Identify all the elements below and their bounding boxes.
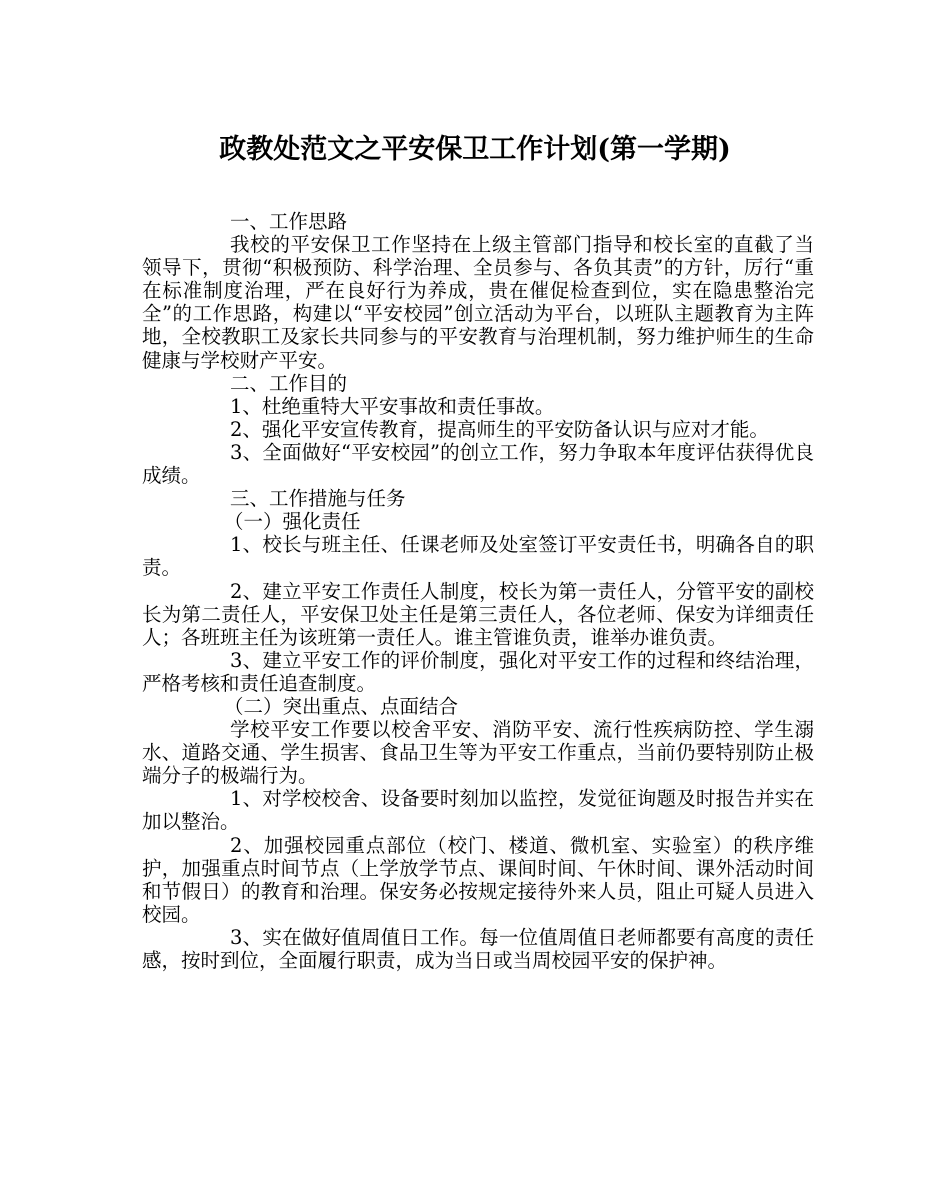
list-item: 2、建立平安工作责任人制度，校长为第一责任人，分管平安的副校长为第二责任人，平安保卫处主任是第三责任人，各位老师、保安为详细责任人；各班班主任为该班第一责任人。谁主管谁负责，谁举办谁负责。 (142, 579, 814, 649)
section-heading: 一、工作思路 (230, 210, 348, 233)
paragraph: 我校的平安保卫工作坚持在上级主管部门指导和校长室的直截了当领导下，贯彻“积极预防、科学治理、全员参与、各负其责”的方针，厉行“重在标准制度治理，严在良好行为养成，贵在催促检查到位，实在隐患整治完全”的工作思路，构建以“平安校园”创立活动为平台，以班队主题教育为主阵地，全校教职工及家长共同参与的平安教育与治理机制，努力维护师生的生命健康与学校财产平安。 (142, 233, 814, 372)
document-body (142, 210, 814, 972)
list-item: 2、强化平安宣传教育，提高师生的平安防备认识与应对才能。 (230, 417, 769, 441)
list-item: 2、加强校园重点部位（校门、楼道、微机室、实验室）的秩序维护，加强重点时间节点（上学放学节点、课间时间、午休时间、课外活动时间和节假日）的教育和治理。保安务必按规定接待外来人员，阻止可疑人员进入校园。 (142, 833, 814, 926)
list-item: 1、杜绝重特大平安事故和责任事故。 (230, 394, 555, 418)
list-item: 1、对学校校舍、设备要时刻加以监控，发觉征询题及时报告并实在加以整治。 (142, 787, 814, 834)
list-item: 3、建立平安工作的评价制度，强化对平安工作的过程和终结治理，严格考核和责任追查制度。 (142, 648, 814, 695)
section-heading: 三、工作措施与任务 (230, 487, 406, 511)
subsection-heading: （一）强化责任 (224, 510, 361, 534)
document-title: 政教处范文之平安保卫工作计划(第一学期) (219, 134, 731, 165)
paragraph: 学校平安工作要以校舍平安、消防平安、流行性疾病防控、学生溺水、道路交通、学生损害、食品卫生等为平安工作重点，当前仍要特别防止极端分子的极端行为。 (142, 718, 814, 788)
section-heading: 二、工作目的 (230, 371, 348, 395)
list-item: 3、全面做好“平安校园”的创立工作，努力争取本年度评估获得优良成绩。 (142, 440, 814, 488)
subsection-heading: （二）突出重点、点面结合 (224, 694, 459, 718)
list-item: 3、实在做好值周值日工作。每一位值周值日老师都要有高度的责任感，按时到位，全面履行职责，成为当日或当周校园平安的保护神。 (142, 925, 814, 972)
list-item: 1、校长与班主任、任课老师及处室签订平安责任书，明确各自的职责。 (142, 533, 814, 580)
